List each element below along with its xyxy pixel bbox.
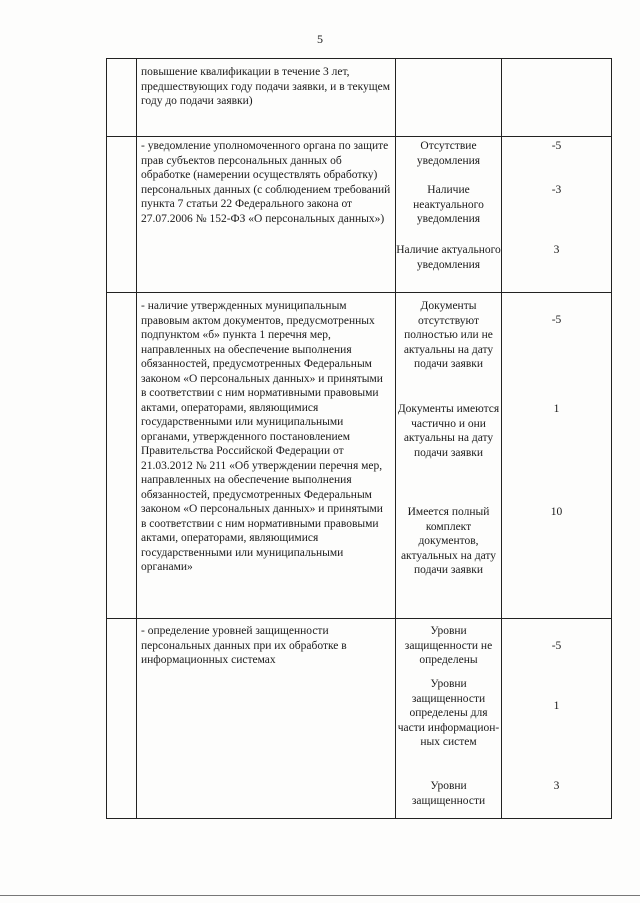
condition-cell — [396, 293, 502, 619]
criterion-text: - определение уровней защищенности персональных данных при их обработке в информационных системах — [141, 625, 347, 666]
table-row — [107, 59, 612, 137]
criterion-cell — [137, 137, 396, 293]
page-number: 5 — [317, 32, 323, 46]
criterion-text: - наличие утвержденных муниципальным правовым актом документов, предусмотренных подпунктом «б» пункта 1 перечня мер, направленных на обеспечение выполнения обязанностей, предусмотренных Федеральным законом «О персональных данных» и принятыми в соответствии с ним нормативными правовыми актами, операторами, являющимися государственными или муниципальными органами, утвержденного постановлением Правительства Российской Федерации от 21.03.2012 № 211 «Об утверждении перечня мер, направленных на обеспечение выполнения обязанностей, предусмотренных Федеральным законом «О персональных данных» и принятыми в соответствии с ним нормативными правовыми актами, операторами, являющимися государственными или муниципальными органами» — [141, 300, 383, 573]
condition-text: Уровни защищенности — [411, 780, 486, 807]
score-value: -5 — [551, 140, 562, 152]
table-row — [107, 619, 612, 819]
score-value: 3 — [553, 244, 560, 256]
score-value: -5 — [551, 640, 562, 652]
criterion-cell — [137, 619, 396, 819]
score-value: 10 — [550, 506, 563, 518]
number-cell — [107, 137, 137, 293]
number-cell — [107, 293, 137, 619]
score-value: -3 — [551, 184, 562, 196]
page-bottom-rule — [0, 895, 640, 896]
score-value: -5 — [551, 314, 562, 326]
score-cell — [502, 293, 612, 619]
criteria-table — [106, 58, 612, 819]
criterion-text: повышение квалификации в течение 3 лет, предшествующих году подачи заявки, и в текущем году до подачи заявки) — [141, 66, 391, 107]
score-value: 3 — [553, 780, 560, 792]
condition-cell — [396, 59, 502, 137]
condition-text: Наличие неактуального уведомления — [413, 184, 484, 225]
criterion-cell — [137, 59, 396, 137]
score-cell — [502, 619, 612, 819]
score-cell — [502, 137, 612, 293]
score-value: 1 — [553, 403, 560, 415]
criterion-text: - уведомление уполномоченного органа по защите прав субъектов персональных данных об обработке (намерении осуществлять обработку) персональных данных (с соблюдением требований пункта 7 статьи 22 Федерального закона от 27.07.2006 № 152-ФЗ «О персональных данных») — [141, 140, 391, 225]
condition-cell — [396, 137, 502, 293]
condition-text: Документы отсутствуют полностью или не актуальны на дату подачи заявки — [403, 300, 494, 370]
table-row — [107, 137, 612, 293]
score-cell — [502, 59, 612, 137]
condition-text: Документы имеются частично и они актуальны на дату подачи заявки — [397, 403, 500, 459]
condition-text: Имеется полный комплект документов, актуальных на дату подачи заявки — [400, 506, 497, 576]
condition-text: Уровни защищенности определены для части информацион-ных систем — [397, 678, 500, 748]
condition-text: Отсутствие уведомления — [416, 140, 481, 167]
number-cell — [107, 619, 137, 819]
table-row — [107, 293, 612, 619]
condition-cell — [396, 619, 502, 819]
number-cell — [107, 59, 137, 137]
score-value: 1 — [553, 700, 560, 712]
condition-text: Наличие актуального уведомления — [396, 244, 501, 271]
criterion-cell — [137, 293, 396, 619]
condition-text: Уровни защищенности не определены — [404, 625, 493, 666]
